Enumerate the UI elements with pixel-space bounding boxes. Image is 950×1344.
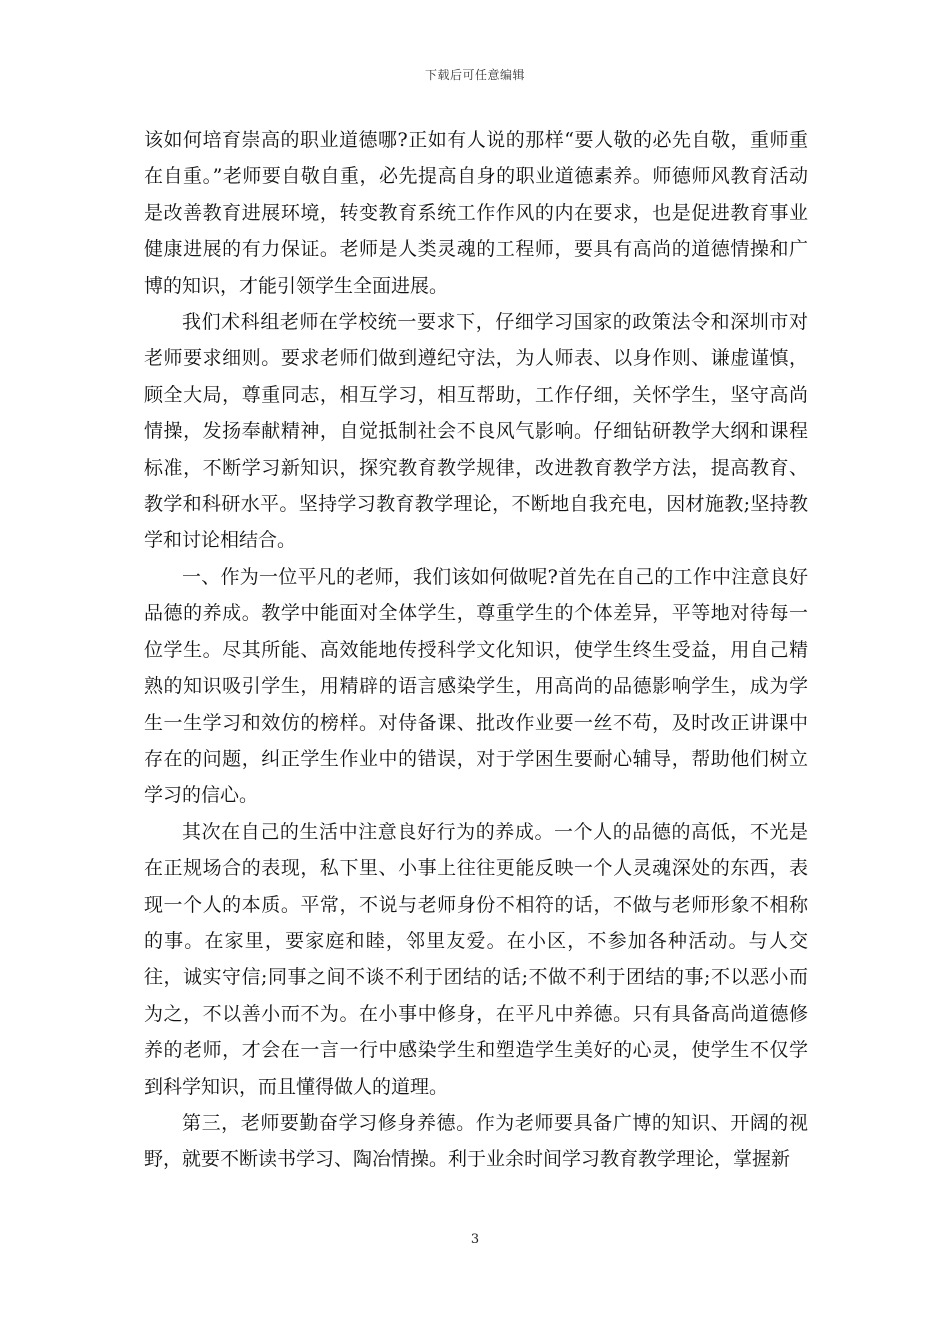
- paragraph-3: 一、作为一位平凡的老师，我们该如何做呢?首先在自己的工作中注意良好品德的养成。教学中能面对全体学生，尊重学生的个体差异，平等地对待每一位学生。尽其所能、高效能地传授科学文化知识，使学生终生受益，用自己精熟的知识吸引学生，用精辟的语言感染学生，用高尚的品德影响学生，成为学生一生学习和效仿的榜样。对侍备课、批改作业要一丝不苟，及时改正讲课中存在的问题，纠正学生作业中的错误，对于学困生要耐心辅导，帮助他们树立学习的信心。: [144, 565, 808, 807]
- paragraph-2: 我们术科组老师在学校统一要求下，仔细学习国家的政策法令和深圳市对老师要求细则。要求老师们做到遵纪守法，为人师表、以身作则、谦虚谨慎，顾全大局，尊重同志，相互学习，相互帮助，工作仔细，关怀学生，坚守高尚情操，发扬奉献精神，自觉抵制社会不良风气影响。仔细钻研教学大纲和课程标准，不断学习新知识，探究教育教学规律，改进教育教学方法，提高教育、教学和科研水平。坚持学习教育教学理论，不断地自我充电，因材施教;坚持教学和讨论相结合。: [144, 311, 808, 552]
- page-number: 3: [470, 1232, 480, 1247]
- paragraph-1: 该如何培育崇高的职业道德哪?正如有人说的那样“要人敬的必先自敬，重师重在自重。”老师要自敬自重，必先提高自身的职业道德素养。师德师风教育活动是改善教育进展环境，转变教育系统工作作风的内在要求，也是促进教育事业健康进展的有力保证。老师是人类灵魂的工程师，要具有高尚的道德情操和广博的知识，才能引领学生全面进展。: [144, 129, 808, 297]
- page-header: 下载后可任意编辑: [424, 68, 525, 82]
- paragraph-5: 第三，老师要勤奋学习修身养德。作为老师要具备广博的知识、开阔的视野，就要不断读书学习、陶冶情操。利于业余时间学习教育教学理论，掌握新: [144, 1111, 808, 1171]
- paragraph-4: 其次在自己的生活中注意良好行为的养成。一个人的品德的高低，不光是在正规场合的表现，私下里、小事上往往更能反映一个人灵魂深处的东西，表现一个人的本质。平常，不说与老师身份不相符的话，不做与老师形象不相称的事。在家里，要家庭和睦，邻里友爱。在小区，不参加各种活动。与人交往，诚实守信;同事之间不谈不利于团结的话;不做不利于团结的事;不以恶小而为之，不以善小而不为。在小事中修身，在平凡中养德。只有具备高尚道德修养的老师，才会在一言一行中感染学生和塑造学生美好的心灵，使学生不仅学到科学知识，而且懂得做人的道理。: [144, 820, 808, 1098]
- document-body: [144, 122, 808, 1178]
